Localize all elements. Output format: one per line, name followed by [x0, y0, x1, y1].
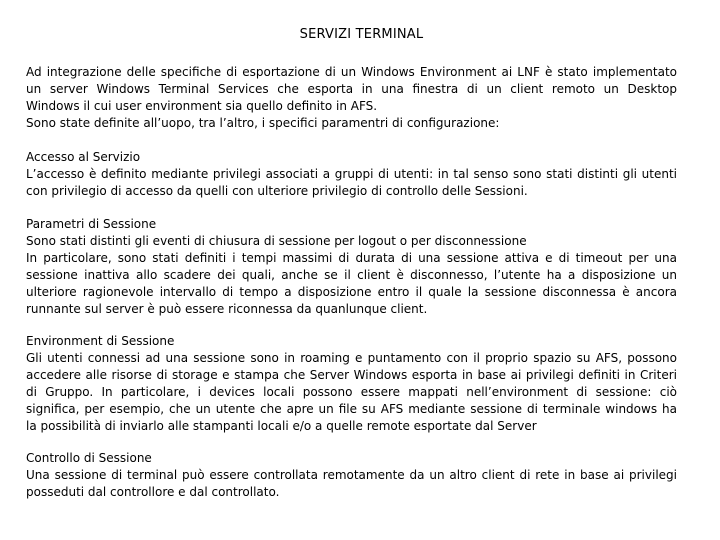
section-line: significa, per esempio, che un utente che apre un file su AFS mediante sessione di terminale windows ha: [26, 402, 677, 416]
intro-line: un server Windows Terminal Services che esporta in una finestra di un client remoto un Desktop: [26, 82, 677, 96]
section-heading: Environment di Sessione: [26, 334, 175, 348]
document-page: [26, 0, 677, 540]
section-accesso: [26, 149, 677, 200]
section-controllo: [26, 450, 677, 501]
section-line: la possibilità di inviarlo alle stampanti locali e/o a quelle remote esportate dal Server: [26, 419, 537, 433]
section-line: accedere alle risorse di storage e stampa che Server Windows esporta in base ai privilegi definiti in Criteri: [26, 368, 677, 382]
section-line: di Gruppo. In particolare, i devices locali possono essere mappati nell’environment di sessione: ciò: [26, 385, 677, 399]
section-heading: Parametri di Sessione: [26, 217, 157, 231]
intro-paragraph: [26, 64, 677, 132]
section-line: ulteriore ragionevole intervallo di tempo a disposizione entro il quale la sessione disconnessa è ancora: [26, 285, 677, 299]
section-line: In particolare, sono stati definiti i tempi massimi di durata di una sessione attiva e di timeout per una: [26, 251, 677, 265]
section-line: Gli utenti connessi ad una sessione sono in roaming e puntamento con il proprio spazio su AFS, possono: [26, 351, 677, 365]
section-heading: Accesso al Servizio: [26, 150, 141, 164]
intro-line: Windows il cui user environment sia quello definito in AFS.: [26, 99, 378, 113]
section-line: Sono stati distinti gli eventi di chiusura di sessione per logout o per disconnessione: [26, 234, 527, 248]
section-line: sessione inattiva allo scadere dei quali, anche se il client è disconnesso, l’utente ha a disposizione un: [26, 268, 677, 282]
section-environment: [26, 333, 677, 435]
intro-line: Ad integrazione delle specifiche di esportazione di un Windows Environment ai LNF è stato implementato: [26, 65, 677, 79]
section-parametri: [26, 216, 677, 318]
section-heading: Controllo di Sessione: [26, 451, 152, 465]
intro-line: Sono state definite all’uopo, tra l’altro, i specifici paramentri di configurazione:: [26, 116, 500, 130]
section-line: runnante sul server è può essere riconnessa da quanlunque client.: [26, 302, 428, 316]
section-line: posseduti dal controllore e dal controllato.: [26, 485, 280, 499]
section-line: Una sessione di terminal può essere controllata remotamente da un altro client di rete in base ai privilegi: [26, 468, 677, 482]
section-line: L’accesso è definito mediante privilegi associati a gruppi di utenti: in tal senso sono stati distinti gli utenti: [26, 167, 677, 181]
page-title: SERVIZI TERMINAL: [299, 27, 424, 42]
section-line: con privilegio di accesso da quelli con ulteriore privilegio di controllo delle Sessioni.: [26, 184, 528, 198]
